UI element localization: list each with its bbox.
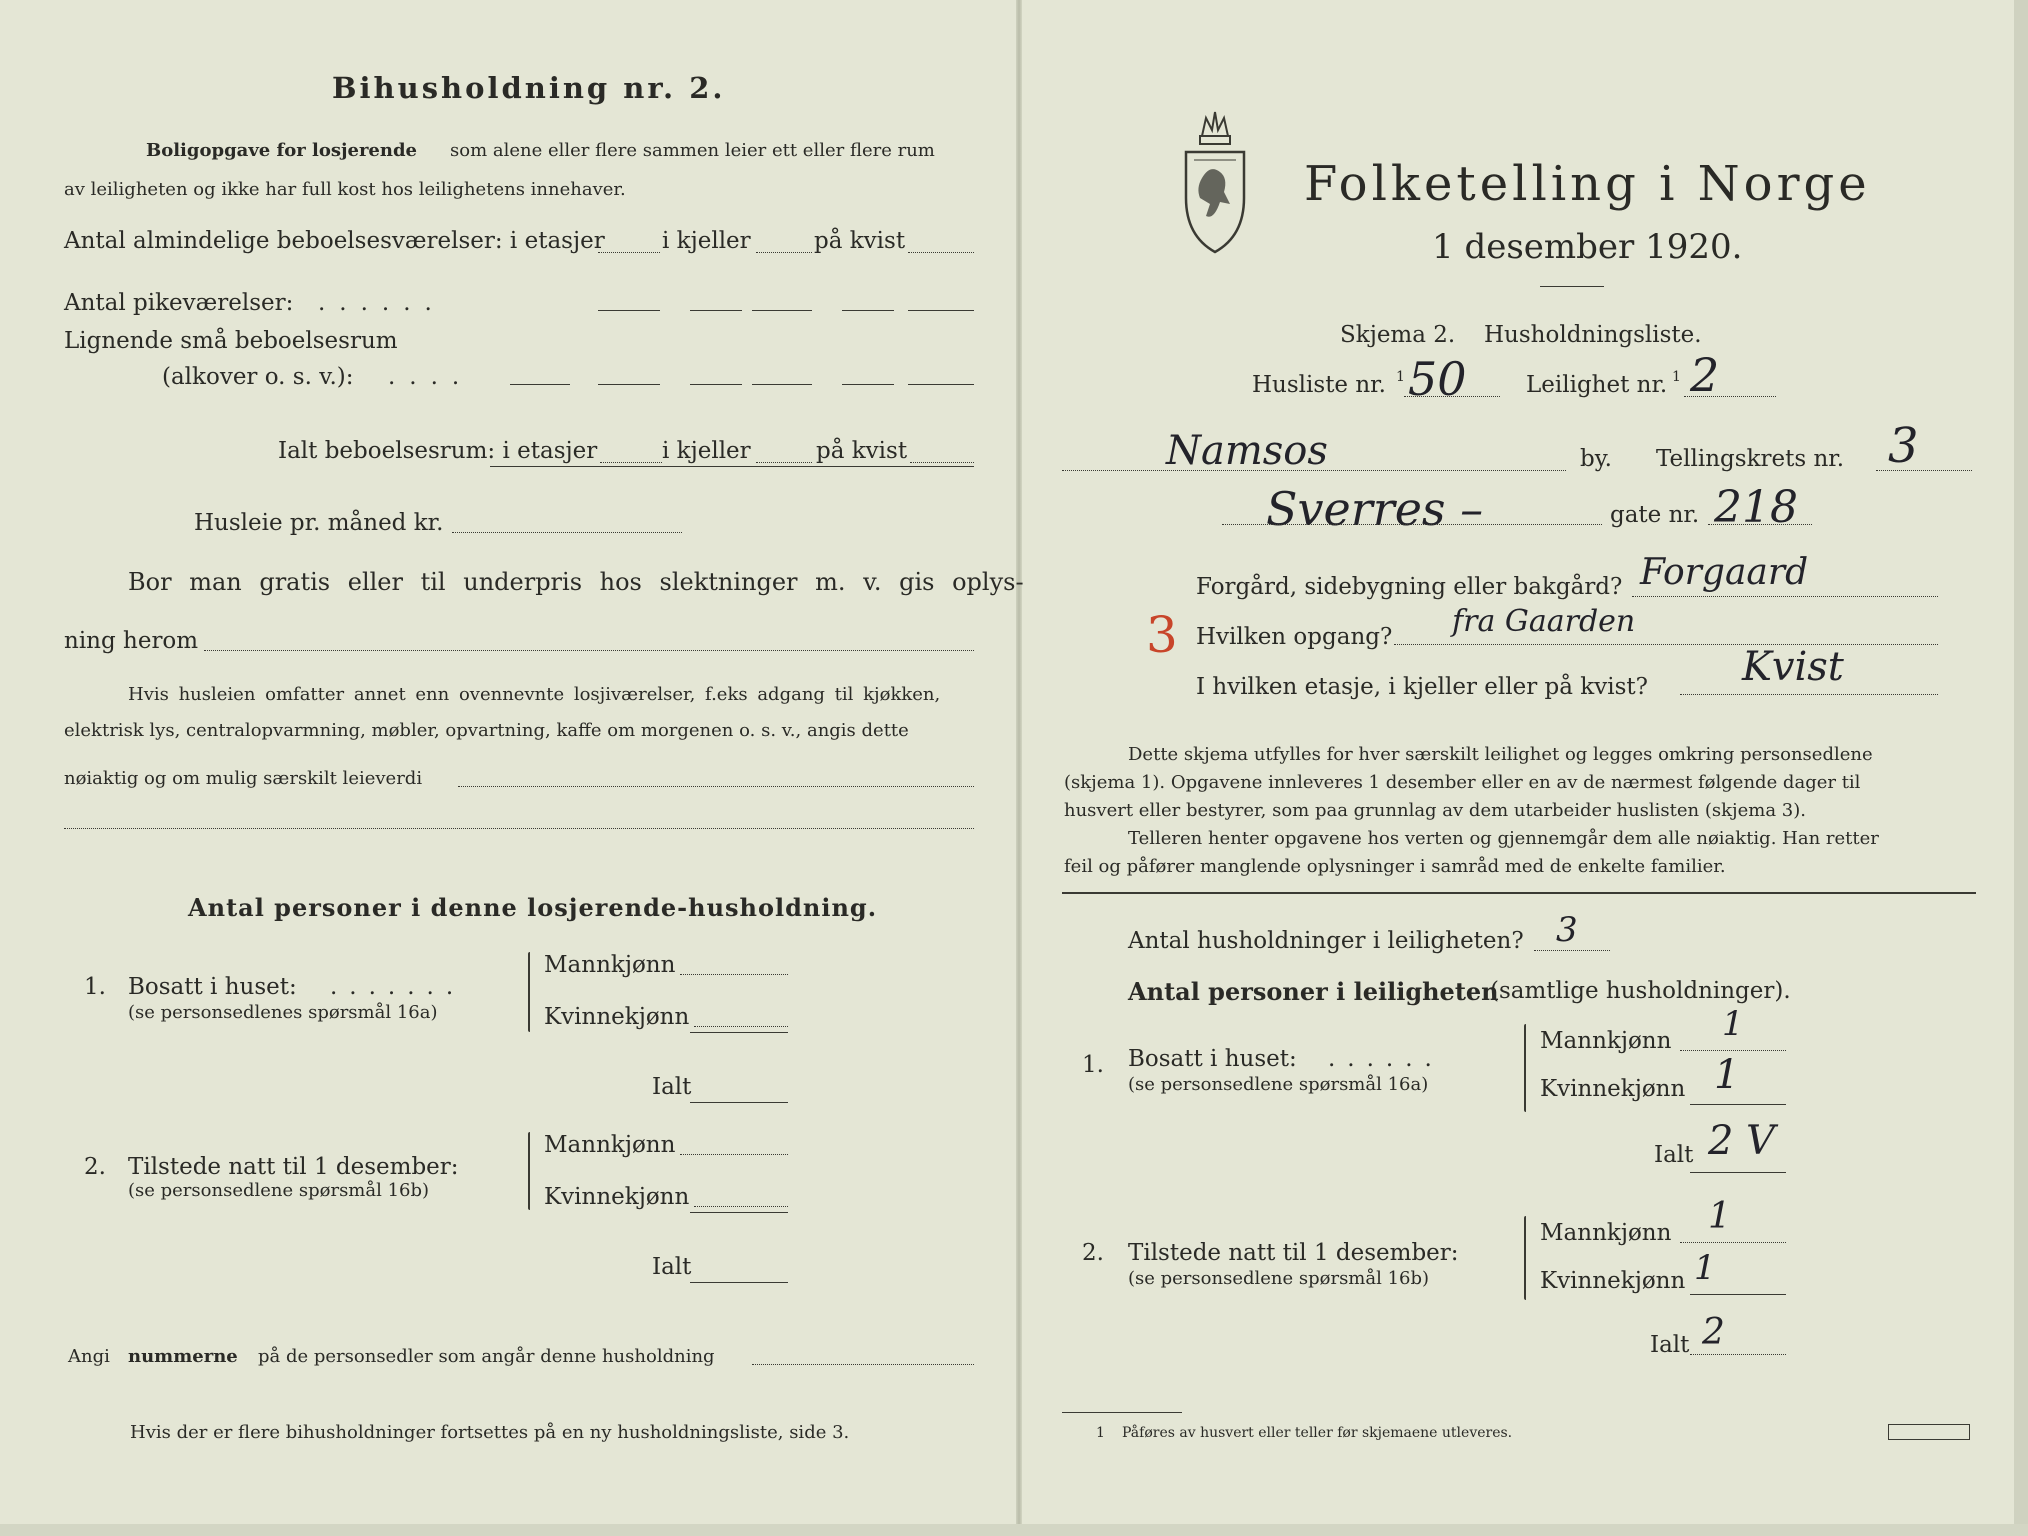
right-q2-label: Tilstede natt til 1 desember: <box>1128 1240 1459 1266</box>
alkover-extra-field[interactable] <box>908 384 974 385</box>
angi-field[interactable] <box>752 1364 974 1365</box>
q1-sub: (se personsedlenes spørsmål 16a) <box>128 1002 438 1023</box>
husleie-field[interactable] <box>452 532 682 533</box>
right-q1-ialt-label: Ialt <box>1654 1142 1694 1168</box>
forgard-value[interactable]: Forgaard <box>1640 552 1809 593</box>
leieverdi-field[interactable] <box>458 786 974 787</box>
alkover-label: (alkover o. s. v.): <box>162 364 354 390</box>
ialt-kjeller-label: i kjeller <box>662 438 751 464</box>
printer-stamp-icon <box>1888 1424 1970 1440</box>
antal-hush-value[interactable]: 3 <box>1556 910 1578 950</box>
ialt-kvist-field[interactable] <box>910 462 974 463</box>
leilighet-sup: 1 <box>1672 369 1681 385</box>
leieverdi-field-2[interactable] <box>64 828 974 829</box>
q1-mann-label: Mannkjønn <box>544 952 676 978</box>
q2-mann-label: Mannkjønn <box>544 1132 676 1158</box>
intro-bold: Boligopgave for losjerende <box>146 140 418 161</box>
husliste-value[interactable]: 50 <box>1408 352 1467 406</box>
tellingskrets-value[interactable]: 3 <box>1888 418 1919 474</box>
opgang-label: Hvilken opgang? <box>1196 624 1393 650</box>
angi-bold: nummerne <box>128 1346 238 1367</box>
note-line3: nøiaktig og om mulig særskilt leieverdi <box>64 768 423 789</box>
etasje-value[interactable]: Kvist <box>1742 644 1844 690</box>
q1-mann-field[interactable] <box>680 974 788 975</box>
right-q1-mann-value[interactable]: 1 <box>1722 1004 1744 1044</box>
gate-label: gate nr. <box>1610 502 1700 528</box>
town-field <box>1062 470 1566 471</box>
footnote-text: Påføres av husvert eller teller før skjemaene utleveres. <box>1122 1425 1513 1441</box>
q1-label: Bosatt i huset: <box>128 974 297 1000</box>
q1-brace <box>528 952 530 1032</box>
persons-bold: Antal personer i leiligheten <box>1128 977 1499 1006</box>
right-q2-brace <box>1524 1216 1526 1300</box>
alkover-leader: .... <box>388 364 474 390</box>
q1-leader: ....... <box>330 974 466 1000</box>
town-value[interactable]: Namsos <box>1166 428 1328 474</box>
paper-edge-right <box>2014 0 2028 1536</box>
red-mark: 3 <box>1146 606 1178 664</box>
right-q1-mann-label: Mannkjønn <box>1540 1028 1672 1054</box>
right-q2-ialt-label: Ialt <box>1650 1332 1690 1358</box>
q2-kvinne-label: Kvinnekjønn <box>544 1184 690 1210</box>
census-date: 1 desember 1920. <box>1432 227 1743 267</box>
leilighet-value[interactable]: 2 <box>1690 348 1720 402</box>
footnote-num: 1 <box>1096 1425 1105 1441</box>
ialt-kvist-label: på kvist <box>816 438 908 464</box>
info-line2: (skjema 1). Opgavene innleveres 1 desember eller en av de nærmest følgende dager til <box>1064 772 1861 793</box>
q1-sum-rule <box>690 1032 788 1033</box>
ialt-rule <box>490 466 974 467</box>
antal-hush-field <box>1534 950 1610 951</box>
right-q1-kvinne-value[interactable]: 1 <box>1714 1052 1740 1098</box>
gratis-line2: ning herom <box>64 628 199 654</box>
angi-pre: Angi <box>68 1346 110 1367</box>
q1-ialt-label: Ialt <box>652 1074 692 1100</box>
q2-kvinne-field[interactable] <box>694 1206 788 1207</box>
footnote-rule <box>1062 1412 1182 1413</box>
etasje-label: I hvilken etasje, i kjeller eller på kvist? <box>1196 674 1648 700</box>
right-q1-ialt-field <box>1690 1172 1786 1173</box>
q2-label: Tilstede natt til 1 desember: <box>128 1154 459 1180</box>
persons-heading: Antal personer i denne losjerende-husholdning. <box>188 893 878 922</box>
q2-mann-field[interactable] <box>680 1154 788 1155</box>
right-q2-ialt-field <box>1690 1354 1786 1355</box>
rooms-kjeller-label: i kjeller <box>662 228 751 254</box>
q1-num: 1. <box>84 974 106 1000</box>
antal-hush-label: Antal husholdninger i leiligheten? <box>1128 928 1524 954</box>
skjema-type: Husholdningsliste. <box>1484 322 1702 348</box>
rooms-kvist-field[interactable] <box>908 252 974 253</box>
q1-ialt-field[interactable] <box>690 1102 788 1103</box>
skjema-label: Skjema 2. <box>1340 322 1456 348</box>
street-value[interactable]: Sverres – <box>1266 482 1484 536</box>
alkover-kjeller-field[interactable] <box>690 384 742 385</box>
q2-ialt-field[interactable] <box>690 1282 788 1283</box>
q2-ialt-label: Ialt <box>652 1254 692 1280</box>
husleie-label: Husleie pr. måned kr. <box>194 510 444 536</box>
street-field <box>1222 524 1602 525</box>
rooms-kvist-label: på kvist <box>814 228 906 254</box>
q1-kvinne-label: Kvinnekjønn <box>544 1004 690 1030</box>
q2-num: 2. <box>84 1154 106 1180</box>
opgang-field <box>1394 644 1938 645</box>
right-q1-sum-rule <box>1690 1104 1786 1105</box>
right-q2-mann-field <box>1680 1242 1786 1243</box>
husliste-field <box>1404 396 1500 397</box>
right-q1-sub: (se personsedlene spørsmål 16a) <box>1128 1074 1429 1095</box>
pike-leader: ...... <box>318 290 446 316</box>
q2-brace <box>528 1132 530 1210</box>
right-q2-sum-rule <box>1690 1294 1786 1295</box>
left-title: Bihusholdning nr. 2. <box>332 71 726 105</box>
pike-label: Antal pikeværelser: <box>64 290 294 316</box>
tellingskrets-field <box>1876 470 1972 471</box>
pike-kvist-field-b[interactable] <box>842 310 894 311</box>
intro-line2: av leiligheten og ikke har full kost hos leilighetens innehaver. <box>64 179 626 200</box>
rooms-label: Antal almindelige beboelsesværelser: i etasjer <box>64 228 605 254</box>
right-q2-sub: (se personsedlene spørsmål 16b) <box>1128 1268 1430 1289</box>
ialt-rooms-label: Ialt beboelsesrum: i etasjer <box>278 438 598 464</box>
title-divider <box>1540 286 1604 287</box>
gate-field <box>1708 524 1812 525</box>
right-q1-label: Bosatt i huset: <box>1128 1046 1297 1072</box>
q2-sum-rule <box>690 1212 788 1213</box>
alkover-kvist-field-b[interactable] <box>842 384 894 385</box>
leilighet-field <box>1684 396 1776 397</box>
gate-value[interactable]: 218 <box>1714 482 1798 533</box>
leilighet-label: Leilighet nr. <box>1526 372 1668 398</box>
right-q2-num: 2. <box>1082 1240 1104 1266</box>
q1-kvinne-field[interactable] <box>694 1026 788 1027</box>
persons-rest: (samtlige husholdninger). <box>1490 978 1791 1004</box>
q2-sub: (se personsedlene spørsmål 16b) <box>128 1180 430 1201</box>
pike-etasjer-field[interactable] <box>598 310 660 311</box>
note-line2: elektrisk lys, centralopvarmning, møbler, opvartning, kaffe om morgenen o. s. v., angis dette <box>64 720 909 741</box>
paper-edge-bottom <box>0 1524 2028 1536</box>
right-q2-kvinne-value[interactable]: 1 <box>1694 1248 1716 1288</box>
opgang-value[interactable]: fra Gaarden <box>1452 604 1636 639</box>
right-q2-mann-label: Mannkjønn <box>1540 1220 1672 1246</box>
coat-of-arms-icon <box>1180 108 1250 256</box>
by-label: by. <box>1580 446 1612 472</box>
note-line1: Hvis husleien omfatter annet enn ovennevnte losjiværelser, f.eks adgang til kjøkken, <box>128 684 941 705</box>
angi-rest: på de personsedler som angår denne husholdning <box>258 1346 715 1367</box>
right-q2-kvinne-label: Kvinnekjønn <box>1540 1268 1686 1294</box>
info-line3: husvert eller bestyrer, som paa grunnlag av dem utarbeider huslisten (skjema 3). <box>1064 800 1806 821</box>
page-fold <box>1016 0 1022 1536</box>
right-q1-mann-field <box>1680 1050 1786 1051</box>
forgard-field <box>1632 596 1938 597</box>
right-q2-mann-value[interactable]: 1 <box>1708 1196 1731 1237</box>
intro-rest: som alene eller flere sammen leier ett eller flere rum <box>450 140 935 161</box>
right-q1-ialt-value[interactable]: 2 <box>1708 1118 1734 1164</box>
right-q1-num: 1. <box>1082 1052 1104 1078</box>
alkover-kvist-field-a[interactable] <box>752 384 812 385</box>
section-separator <box>1062 892 1976 894</box>
right-q1-leader: ...... <box>1328 1046 1444 1072</box>
left-footer: Hvis der er flere bihusholdninger fortsettes på en ny husholdningsliste, side 3. <box>130 1422 850 1443</box>
pike-kjeller-field[interactable] <box>690 310 742 311</box>
rooms-etasjer-field[interactable] <box>598 252 660 253</box>
pike-kvist-field-a[interactable] <box>752 310 812 311</box>
gratis-field[interactable] <box>204 650 974 651</box>
right-q2-ialt-value[interactable]: 2 <box>1702 1312 1725 1353</box>
right-q1-kvinne-label: Kvinnekjønn <box>1540 1076 1686 1102</box>
info-line1: Dette skjema utfylles for hver særskilt leilighet og legges omkring personsedlene <box>1128 744 1873 765</box>
etasje-field <box>1680 694 1938 695</box>
ialt-kjeller-field[interactable] <box>756 462 812 463</box>
lignende-label: Lignende små beboelsesrum <box>64 328 398 354</box>
right-q1-check: V <box>1746 1118 1775 1164</box>
right-title: Folketelling i Norge <box>1304 156 1871 212</box>
husliste-sup: 1 <box>1396 369 1405 385</box>
alkover-etasjer-field[interactable] <box>598 384 660 385</box>
ialt-etasjer-field[interactable] <box>600 462 662 463</box>
gratis-line1: Bor man gratis eller til underpris hos slektninger m. v. gis oplys- <box>128 568 1024 596</box>
right-q1-brace <box>1524 1024 1526 1112</box>
husliste-label: Husliste nr. <box>1252 372 1386 398</box>
rooms-kjeller-field[interactable] <box>756 252 812 253</box>
tellingskrets-label: Tellingskrets nr. <box>1656 446 1845 472</box>
pike-extra-field[interactable] <box>908 310 974 311</box>
info-line5: feil og påfører manglende oplysninger i samråd med de enkelte familier. <box>1064 856 1726 877</box>
info-line4: Telleren henter opgavene hos verten og gjennemgår dem alle nøiaktig. Han retter <box>1128 828 1879 849</box>
alkover-field-a[interactable] <box>510 384 570 385</box>
forgard-label: Forgård, sidebygning eller bakgård? <box>1196 574 1623 600</box>
